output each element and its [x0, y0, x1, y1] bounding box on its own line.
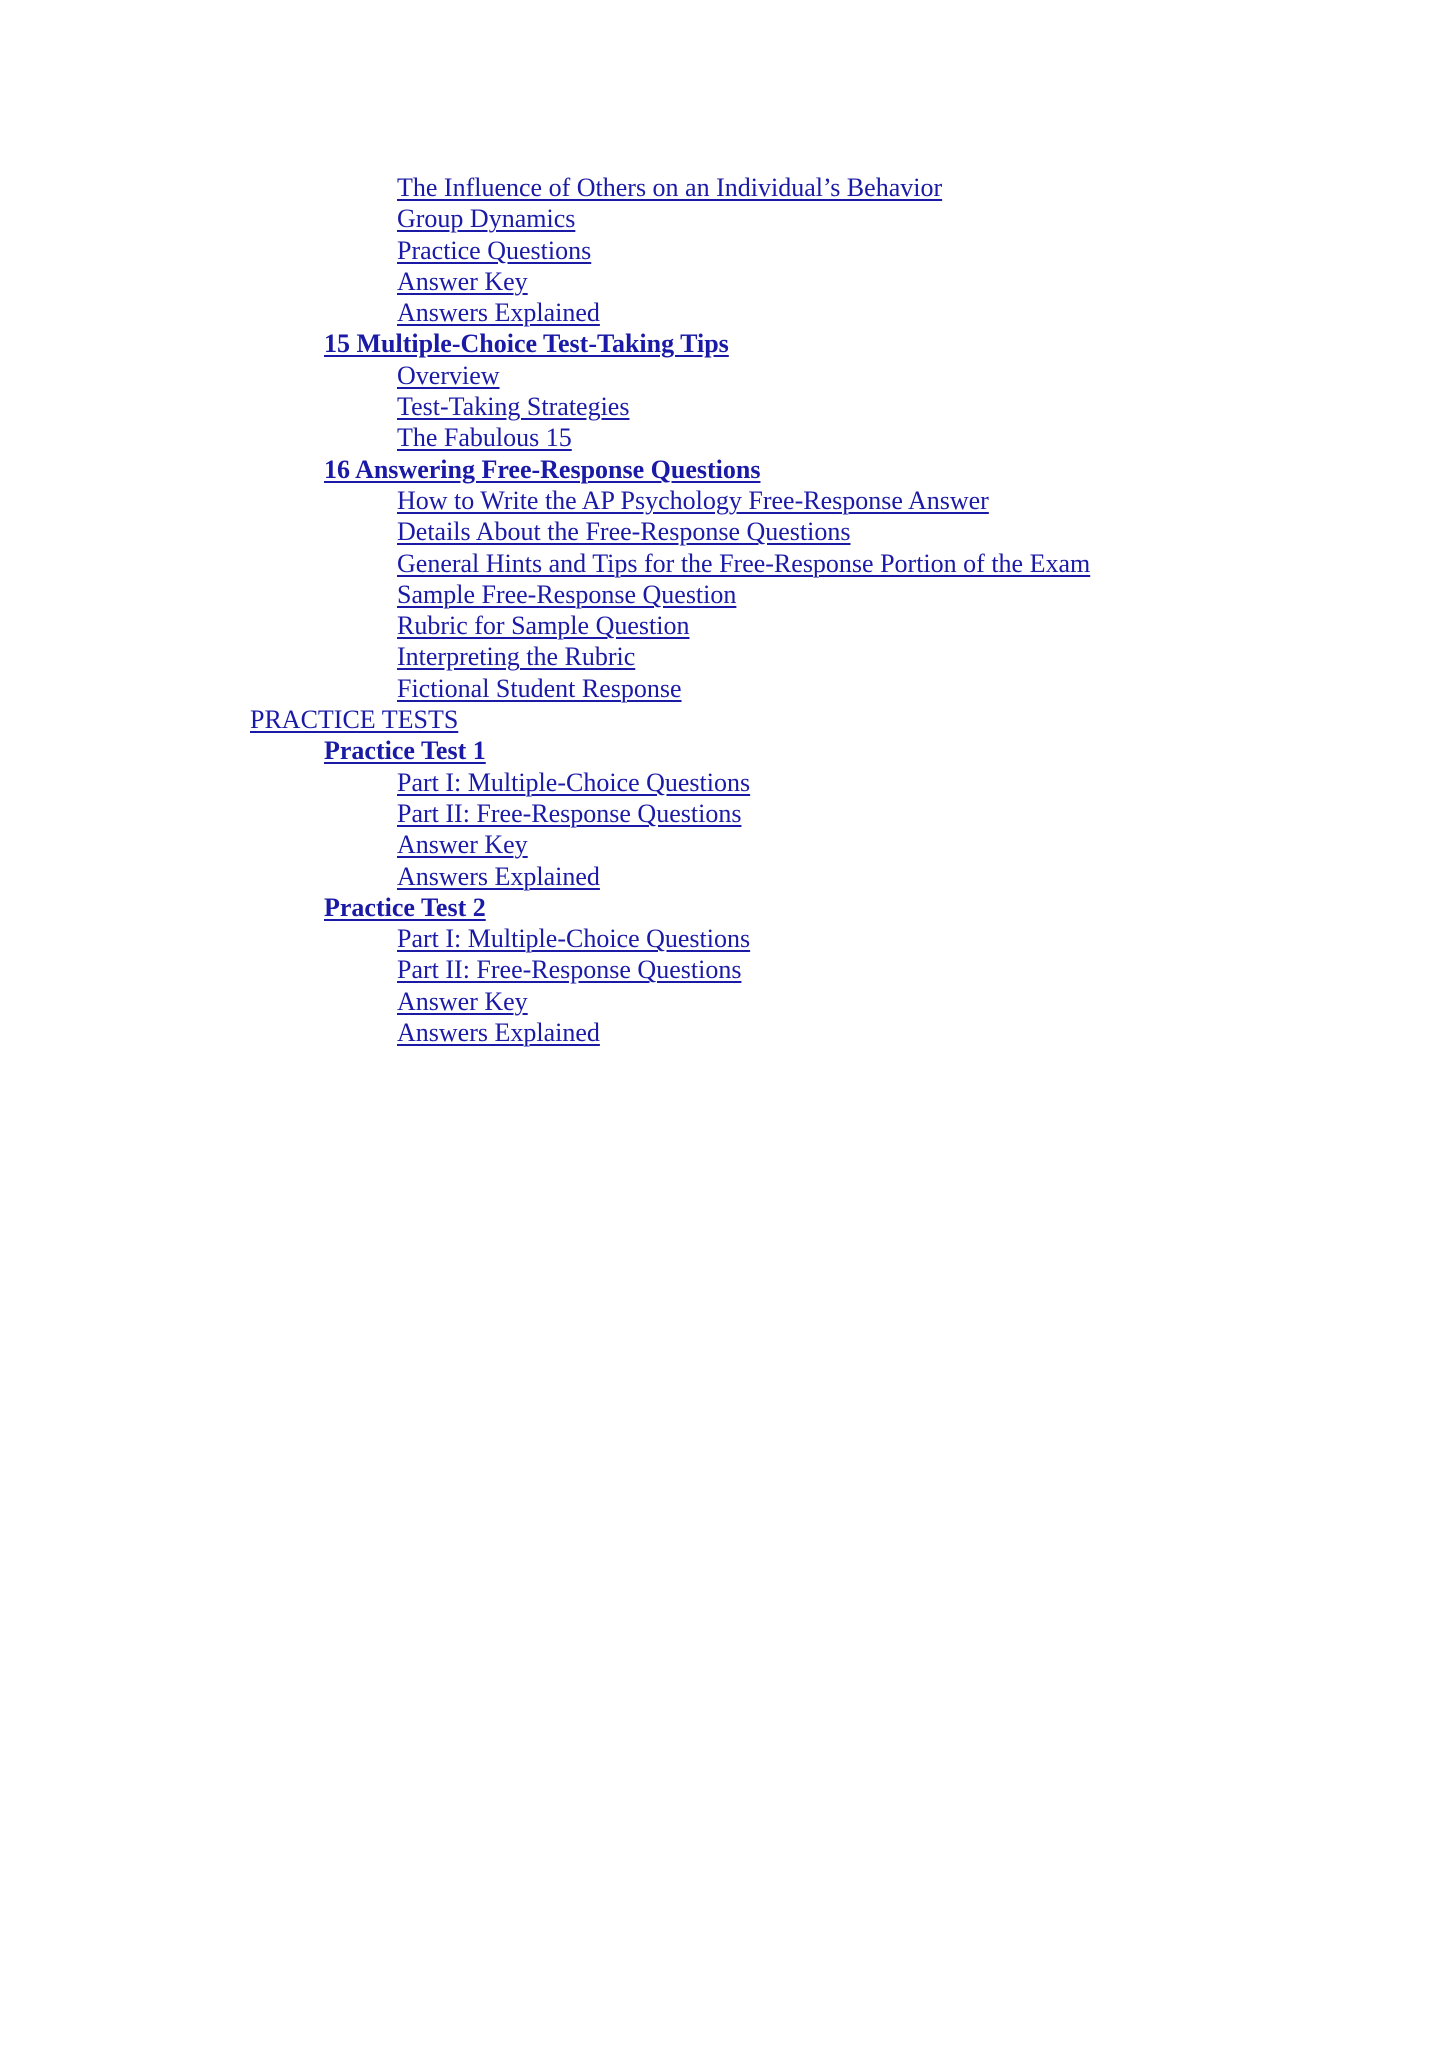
toc-chapter-16-link[interactable]: 16 Answering Free-Response Questions — [324, 454, 761, 484]
toc-link-fabulous-15[interactable]: The Fabulous 15 — [397, 423, 572, 453]
toc-link-details-free-response[interactable]: Details About the Free-Response Questions — [397, 517, 851, 547]
toc-section-practice-tests-link[interactable]: PRACTICE TESTS — [250, 705, 459, 735]
toc-link-test2-part1[interactable]: Part I: Multiple-Choice Questions — [397, 924, 751, 954]
toc-chapter-15-link[interactable]: 15 Multiple-Choice Test-Taking Tips — [324, 329, 729, 359]
toc-link-answer-key[interactable]: Answer Key — [397, 266, 528, 296]
toc-link-practice-questions[interactable]: Practice Questions — [397, 235, 592, 265]
toc-link-rubric[interactable]: Rubric for Sample Question — [397, 611, 690, 641]
toc-link-test2-answers-explained[interactable]: Answers Explained — [397, 1018, 600, 1048]
toc-link-answers-explained[interactable]: Answers Explained — [397, 298, 600, 328]
toc-link-test1-part2[interactable]: Part II: Free-Response Questions — [397, 798, 742, 828]
toc-link-test1-answers-explained[interactable]: Answers Explained — [397, 861, 600, 891]
toc-link-test1-part1[interactable]: Part I: Multiple-Choice Questions — [397, 767, 751, 797]
toc-link-how-to-write-answer[interactable]: How to Write the AP Psychology Free-Response Answer — [397, 485, 989, 515]
toc-link-test2-part2[interactable]: Part II: Free-Response Questions — [397, 955, 742, 985]
toc-link-overview[interactable]: Overview — [397, 360, 500, 390]
toc-link-group-dynamics[interactable]: Group Dynamics — [397, 204, 576, 234]
table-of-contents — [0, 172, 1449, 1048]
toc-link-test-taking-strategies[interactable]: Test-Taking Strategies — [397, 392, 630, 422]
toc-link-interpreting-rubric[interactable]: Interpreting the Rubric — [397, 642, 636, 672]
toc-link-general-hints[interactable]: General Hints and Tips for the Free-Response Portion of the Exam — [397, 548, 1091, 578]
toc-link-fictional-response[interactable]: Fictional Student Response — [397, 673, 682, 703]
toc-link-test1-answer-key[interactable]: Answer Key — [397, 830, 528, 860]
toc-link-influence-of-others[interactable]: The Influence of Others on an Individual’s Behavior — [397, 173, 943, 202]
toc-link-sample-question[interactable]: Sample Free-Response Question — [397, 579, 737, 609]
toc-practice-test-1-link[interactable]: Practice Test 1 — [324, 736, 486, 766]
toc-practice-test-2-link[interactable]: Practice Test 2 — [324, 892, 486, 922]
toc-link-test2-answer-key[interactable]: Answer Key — [397, 986, 528, 1016]
